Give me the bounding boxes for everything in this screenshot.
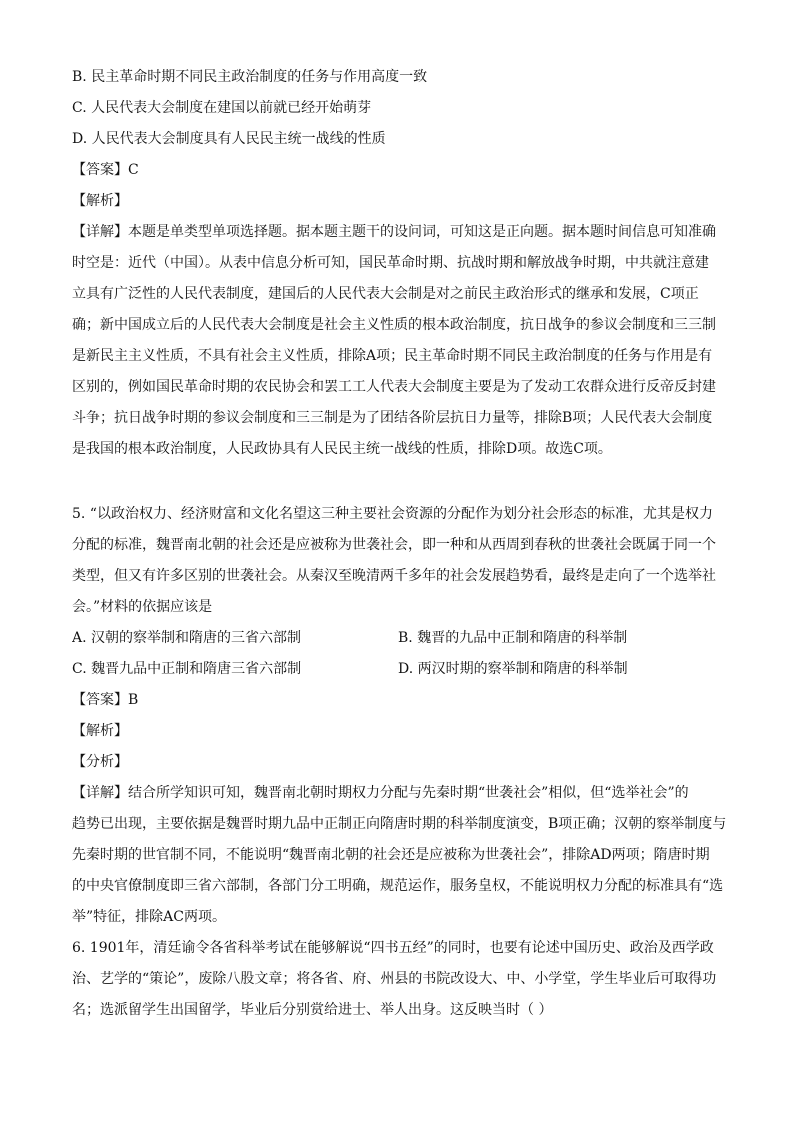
q5-detail-line: 【详解】结合所学知识可知，魏晋南北朝时期权力分配与先秦时期“世袭社会”相似，但“选举社会”的 [72, 785, 689, 801]
q4-detail-line: 斗争；抗日战争时期的参议会制度和三三制是为了团结各阶层抗日力量等，排除B项；人民代表大会制度 [72, 410, 713, 426]
q4-detail-line: 【详解】本题是单类型单项选择题。据本题主题干的设问词，可知这是正向题。据本题时间信息可知准确 [72, 224, 716, 240]
q5-analysis-title: 【解析】 [72, 723, 128, 739]
q5-detail-line: 的中央官僚制度即三省六部制，各部门分工明确，规范运作，服务皇权，不能说明权力分配的标准具有“选 [72, 878, 724, 894]
q5-stem-line: 分配的标准，魏晋南北朝的社会还是应被称为世袭社会，即一种和从西周到春秋的世袭社会既属于同一个 [72, 537, 716, 553]
q4-analysis-title: 【解析】 [72, 193, 128, 209]
q4-option-b: B. 民主革命时期不同民主政治制度的任务与作用高度一致 [72, 69, 428, 85]
q5-detail-line: 先秦时期的世官制不同，不能说明“魏晋南北朝的社会还是应被称为世袭社会”，排除AD两项；隋唐时期 [72, 847, 710, 863]
q6-stem-line: 治、艺学的“策论”，废除八股文章；将各省、府、州县的书院改设大、中、小学堂，学生毕业后可取得功 [72, 971, 717, 987]
q5-answer: 【答案】B [72, 692, 139, 708]
q5-stem-line: 5. “以政治权力、经济财富和文化名望这三种主要社会资源的分配作为划分社会形态的标准，尤其是权力 [72, 506, 713, 522]
q4-detail-line: 是我国的根本政治制度，人民政协具有人民民主统一战线的性质，排除D项。故选C项。 [72, 441, 612, 457]
q4-detail-line: 时空是：近代（中国）。从表中信息分析可知，国民革命时期、抗战时期和解放战争时期，中共就注意建 [72, 255, 709, 271]
q4-detail-line: 立具有广泛性的人民代表制度，建国后的人民代表大会制是对之前民主政治形式的继承和发展，C项正 [72, 286, 699, 302]
q5-option-b: B. 魏晋的九品中正制和隋唐的科举制 [398, 630, 628, 646]
q4-detail-line: 区别的，例如国民革命时期的农民协会和罢工工人代表大会制度主要是为了发动工农群众进行反帝反封建 [72, 379, 716, 395]
q5-option-c: C. 魏晋九品中正制和隋唐三省六部制 [72, 661, 302, 677]
q5-detail-line: 举”特征，排除AC两项。 [72, 909, 226, 925]
q5-detail-line: 趋势已出现，主要依据是魏晋时期九品中正制正向隋唐时期的科举制度演变，B项正确；汉朝的察举制度与 [72, 816, 727, 832]
q4-answer: 【答案】C [72, 162, 139, 178]
q6-stem-line: 6. 1901年，清廷谕令各省科举考试在能够解说“四书五经”的同时，也要有论述中国历史、政治及西学政 [72, 940, 714, 956]
q5-stem-line: 类型，但又有许多区别的世袭社会。从秦汉至晚清两千多年的社会发展趋势看，最终是走向了一个选举社 [72, 568, 716, 584]
q4-detail-line: 是新民主主义性质，不具有社会主义性质，排除A项；民主革命时期不同民主政治制度的任务与作用是有 [72, 348, 713, 364]
q6-stem-line: 名；选派留学生出国留学，毕业后分别赏给进士、举人出身。这反映当时（ ） [72, 1002, 553, 1018]
q5-option-a: A. 汉朝的察举制和隋唐的三省六部制 [72, 630, 302, 646]
q4-detail-line: 确；新中国成立后的人民代表大会制度是社会主义性质的根本政治制度，抗日战争的参议会制度和三三制 [72, 317, 716, 333]
q5-stem-line: 会。”材料的依据应该是 [72, 599, 213, 615]
q5-analysis-sub: 【分析】 [72, 754, 128, 770]
q4-option-d: D. 人民代表大会制度具有人民民主统一战线的性质 [72, 131, 386, 147]
q5-option-d: D. 两汉时期的察举制和隋唐的科举制 [398, 661, 628, 677]
q4-option-c: C. 人民代表大会制度在建国以前就已经开始萌芽 [72, 100, 372, 116]
